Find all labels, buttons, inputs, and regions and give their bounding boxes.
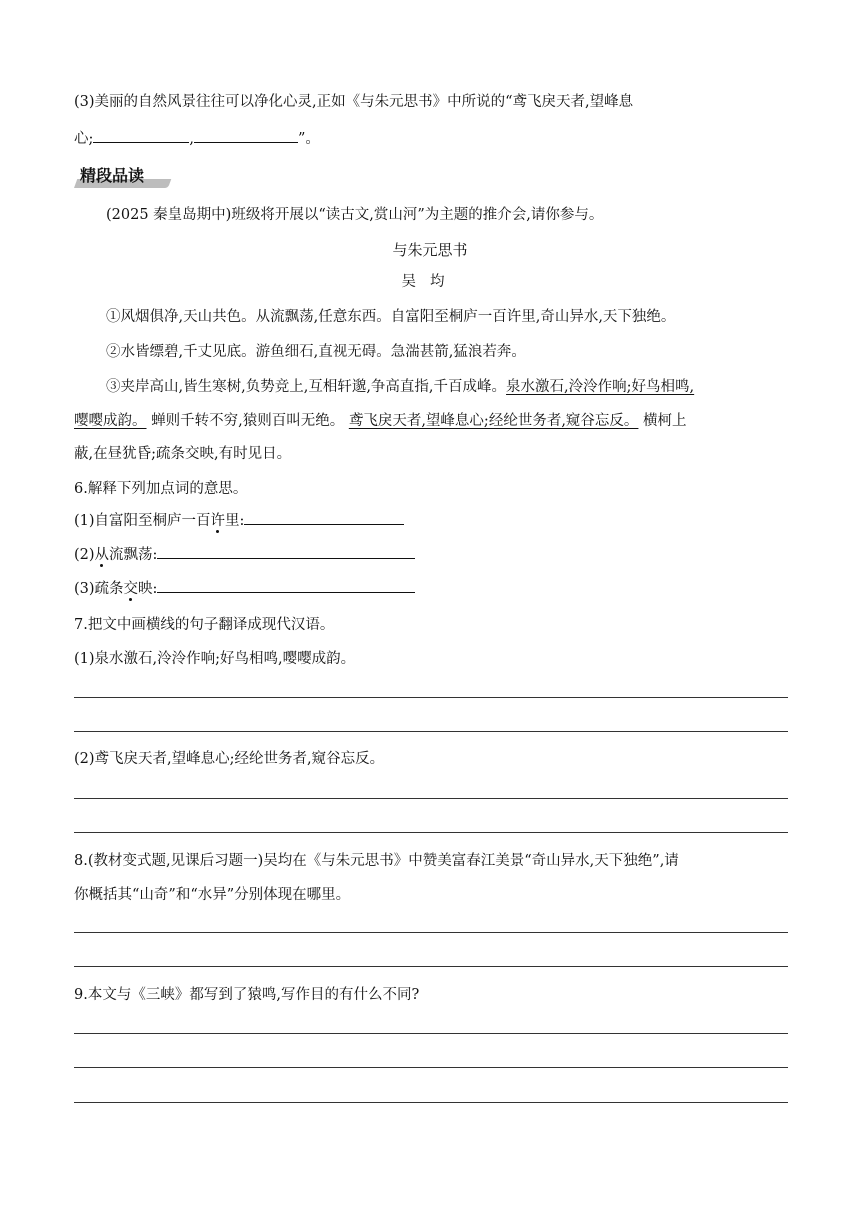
q6-item1-dotted: 许 bbox=[210, 513, 226, 529]
q6-item3-a: (3)疏条 bbox=[74, 581, 124, 597]
q6-stem: 6.解释下列加点词的意思。 bbox=[74, 481, 248, 497]
q6-item3-b: 映: bbox=[138, 581, 158, 597]
q9-answer-line-2[interactable] bbox=[74, 1067, 788, 1068]
passage-title: 与朱元思书 bbox=[392, 241, 468, 259]
q3-blank-2[interactable] bbox=[194, 126, 298, 143]
passage-p3-line1 bbox=[106, 376, 788, 398]
q6-item2 bbox=[74, 542, 788, 566]
q6-item1-b: 里: bbox=[225, 513, 245, 529]
q3-end: ”。 bbox=[298, 131, 320, 147]
q7-item2: (2)鸢飞戾天者,望峰息心;经纶世务者,窥谷忘反。 bbox=[74, 751, 385, 767]
q3-line1 bbox=[74, 91, 788, 113]
p3-underlined-1b: 嘤嘤成韵。 bbox=[74, 413, 147, 429]
p3-text-b: 蝉则千转不穷,猿则百叫无绝。 bbox=[151, 413, 345, 429]
q7-item1-answer-line-1[interactable] bbox=[74, 697, 788, 698]
passage-p3-line3: 蔽,在昼犹昏;疏条交映,有时见日。 bbox=[74, 446, 292, 462]
q6-item2-dotted: 从 bbox=[94, 547, 110, 563]
q3-start: 心; bbox=[74, 131, 94, 147]
q7-item2-answer-line-1[interactable] bbox=[74, 798, 788, 799]
intro: (2025 秦皇岛期中)班级将开展以“读古文,赏山河”为主题的推介会,请你参与。 bbox=[106, 207, 604, 223]
q6-item3 bbox=[74, 576, 788, 600]
q9-answer-line-1[interactable] bbox=[74, 1033, 788, 1034]
q6-item2-blank[interactable] bbox=[157, 542, 415, 559]
q7-item1-answer-line-2[interactable] bbox=[74, 731, 788, 732]
q7-item2-answer-line-2[interactable] bbox=[74, 832, 788, 833]
q9-answer-line-3[interactable] bbox=[74, 1102, 788, 1103]
q6-item1-blank[interactable] bbox=[244, 508, 404, 525]
passage-p3-line2 bbox=[74, 410, 788, 432]
passage-p1: ①风烟俱净,天山共色。从流飘荡,任意东西。自富阳至桐庐一百许里,奇山异水,天下独绝。 bbox=[106, 309, 676, 325]
q7-item1: (1)泉水激石,泠泠作响;好鸟相鸣,嘤嘤成韵。 bbox=[74, 651, 356, 667]
q3-sep: , bbox=[189, 131, 194, 147]
q6-item3-blank[interactable] bbox=[157, 576, 415, 593]
q7-stem: 7.把文中画横线的句子翻译成现代汉语。 bbox=[74, 617, 335, 633]
passage-author: 吴均 bbox=[401, 274, 459, 290]
q6-item3-dotted: 交 bbox=[123, 581, 139, 597]
p3-text-a: ③夹岸高山,皆生寒树,负势竞上,互相轩邈,争高直指,千百成峰。 bbox=[106, 379, 507, 395]
section-tag bbox=[74, 162, 168, 188]
q9-stem: 9.本文与《三峡》都写到了猿鸣,写作目的有什么不同? bbox=[74, 987, 420, 1003]
p3-text-c: 横柯上 bbox=[643, 413, 687, 429]
q6-item2-b: 流飘荡: bbox=[109, 547, 158, 563]
q8-answer-line-2[interactable] bbox=[74, 966, 788, 967]
q6-item1 bbox=[74, 508, 788, 532]
q3-line2 bbox=[74, 126, 788, 150]
passage-p2: ②水皆缥碧,千丈见底。游鱼细石,直视无碍。急湍甚箭,猛浪若奔。 bbox=[106, 344, 526, 360]
p3-underlined-1: 泉水激石,泠泠作响;好鸟相鸣, bbox=[506, 379, 695, 395]
q3-text: (3)美丽的自然风景往往可以净化心灵,正如《与朱元思书》中所说的“鸢飞戾天者,望峰息 bbox=[74, 94, 634, 110]
q6-item1-a: (1)自富阳至桐庐一百 bbox=[74, 513, 211, 529]
q8-answer-line-1[interactable] bbox=[74, 932, 788, 933]
q3-blank-1[interactable] bbox=[93, 126, 189, 143]
q8-line2: 你概括其“山奇”和“水异”分别体现在哪里。 bbox=[74, 887, 351, 903]
q6-item2-a: (2) bbox=[74, 547, 95, 563]
section-tag-label: 精段品读 bbox=[80, 166, 145, 185]
q8-line1: 8.(教材变式题,见课后习题一)吴均在《与朱元思书》中赞美富春江美景“奇山异水,天下独绝”,请 bbox=[74, 853, 679, 869]
p3-underlined-2: 鸢飞戾天者,望峰息心;经纶世务者,窥谷忘反。 bbox=[348, 413, 639, 429]
